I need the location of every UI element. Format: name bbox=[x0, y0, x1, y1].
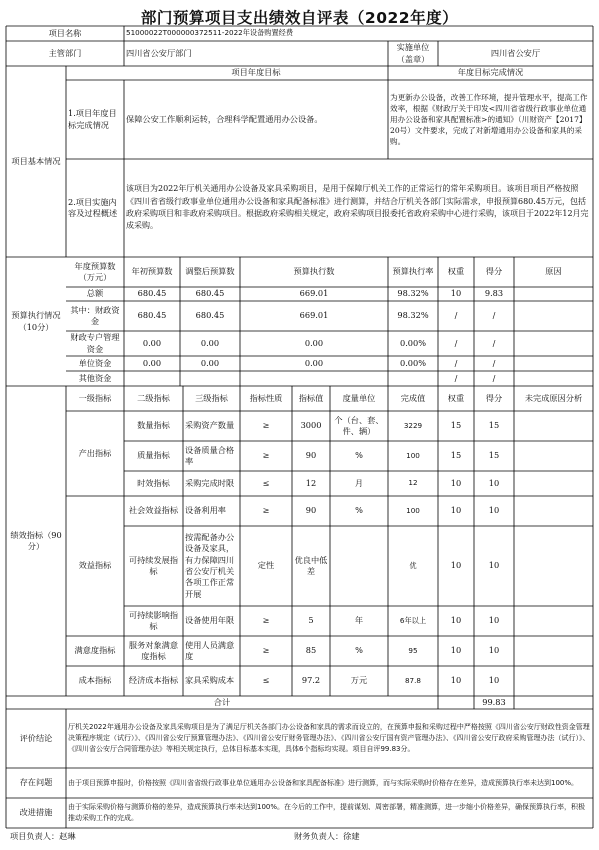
budget-row-label: 其他资金 bbox=[78, 372, 112, 383]
budget-header-executed: 预算执行数 bbox=[293, 266, 335, 277]
perf-unit: 万元 bbox=[350, 675, 368, 686]
perf-done: 95 bbox=[408, 645, 418, 655]
perf-l3: 采购资产数量 bbox=[185, 420, 235, 431]
budget-row-initial: 0.00 bbox=[142, 337, 162, 348]
l1-benefit: 效益指标 bbox=[78, 560, 112, 571]
process-label: 2.项目实施内容及过程概述 bbox=[68, 196, 118, 218]
budget-row-adjusted: 680.45 bbox=[195, 310, 225, 321]
perf-header-reason: 未完成原因分析 bbox=[524, 392, 583, 403]
issues-text: 由于项目预算申报时，价格按照《四川省省级行政事业单位通用办公设备和家具配备标准》进行测算，而与实际采购时价格存在差异，造成预算执行率未达到100%。 bbox=[68, 778, 579, 787]
dept: 四川省公安厅部门 bbox=[126, 47, 192, 58]
impl-unit-label: 实施单位（盖章） bbox=[396, 42, 430, 64]
budget-section-label: 预算执行情况（10分） bbox=[11, 310, 61, 332]
perf-header-value: 指标值 bbox=[298, 392, 324, 403]
budget-row-score: 9.83 bbox=[484, 288, 504, 299]
perf-op: ≤ bbox=[262, 477, 270, 488]
l2-economic-cost: 经济成本指标 bbox=[128, 675, 179, 686]
l2-social-benefit: 社会效益指标 bbox=[128, 505, 179, 516]
l2-quantity: 数量指标 bbox=[137, 420, 170, 431]
l2-sustainable-impact: 可持续影响指标 bbox=[128, 609, 179, 631]
perf-done: 12 bbox=[408, 478, 418, 488]
budget-row-initial bbox=[124, 371, 180, 386]
perf-unit bbox=[330, 526, 388, 606]
perf-header-l1: 一级指标 bbox=[78, 392, 112, 403]
perf-op: ≥ bbox=[262, 615, 270, 626]
perf-op: ≥ bbox=[262, 420, 270, 431]
perf-weight: 10 bbox=[450, 477, 462, 488]
impl-unit: 四川省公安厅 bbox=[490, 47, 541, 58]
perf-unit: 个（台、套、件、辆） bbox=[334, 414, 384, 436]
budget-row-score: / bbox=[492, 357, 496, 368]
perf-header-l3: 三级指标 bbox=[195, 392, 228, 403]
total-score: 99.83 bbox=[482, 696, 506, 707]
budget-header-initial: 年初预算数 bbox=[131, 266, 173, 277]
budget-row-executed: 0.00 bbox=[304, 357, 324, 368]
goal-label: 1.项目年度目标完成情况 bbox=[68, 108, 117, 130]
perf-op: ≥ bbox=[262, 505, 270, 516]
budget-row-initial: 680.45 bbox=[137, 310, 167, 321]
budget-row-rate: 0.00% bbox=[399, 337, 426, 348]
perf-weight: 15 bbox=[450, 420, 462, 431]
perf-done: 优 bbox=[409, 560, 417, 570]
perf-weight: 10 bbox=[450, 505, 462, 516]
goal-text: 保障公安工作顺利运转，合理科学配置通用办公设备。 bbox=[126, 113, 323, 124]
conclusion-text: 厅机关2022年通用办公设备及家具采购项目是为了满足厅机关各部门办公设备和家具的需求而设立的，在预算申报和采购过程中严格按照《四川省公安厅财政性资金管理决策程序规定（试行）》、《四川省公安厅预算管理办法》、《四川省公安厅财务管理办法》、《四川省公安厅国有资产管理办法》、《四川省公安厅政府采购管理办法（试行）》、《四川省公安厅合同管理办法》等相关规定执行，总体目标基本实现，具体6个指标均实现。项目自评99.83分。 bbox=[68, 723, 590, 753]
budget-row-weight: / bbox=[454, 357, 458, 368]
perf-done: 6年以上 bbox=[399, 615, 427, 625]
budget-row-reason bbox=[514, 356, 593, 371]
perf-op: 定性 bbox=[257, 560, 275, 571]
perf-header-weight: 权重 bbox=[447, 392, 465, 403]
measures-text: 由于实际采购价格与测算价格的差异，造成预算执行率未达到100%。在今后的工作中，提前谋划、周密部署，精准测算，进一步缩小价格差异，确保预算执行率，积极推动采购工作的完成。 bbox=[68, 803, 586, 822]
budget-header-score: 得分 bbox=[485, 266, 503, 277]
budget-header-reason: 原因 bbox=[545, 266, 562, 277]
perf-done: 100 bbox=[406, 505, 420, 515]
budget-row-rate: 98.32% bbox=[397, 288, 429, 299]
budget-row-rate: 98.32% bbox=[397, 310, 429, 321]
l2-quality: 质量指标 bbox=[137, 450, 170, 461]
basic-section-label: 项目基本情况 bbox=[11, 155, 61, 166]
budget-row-weight: / bbox=[454, 310, 458, 321]
budget-row-weight: / bbox=[454, 372, 458, 383]
done-text: 为更新办公设备，改善工作环境，提升管理水平，提高工作效率，根据《财政厅关于印发<四川省省级行政事业单位通用办公设备和家具配置标准>的通知》（川财资产【2017】20号）文件要求，完成了对新增通用办公设备和家具的采购。 bbox=[390, 93, 588, 146]
perf-weight: 10 bbox=[450, 645, 462, 656]
col-done: 年度目标完成情况 bbox=[457, 67, 524, 78]
budget-row-score: / bbox=[492, 372, 496, 383]
l1-output: 产出指标 bbox=[78, 447, 112, 458]
l1-cost: 成本指标 bbox=[78, 675, 112, 686]
perf-section-label: 绩效指标（90分） bbox=[10, 529, 62, 551]
process-text: 该项目为2022年厅机关通用办公设备及家具采购项目，是用于保障厅机关工作的正常运行的常年采购项目。该项目项目严格按照《四川省省级行政事业单位通用办公设备和家具配备标准》进行测算，并结合厅机关各部门实际需求，申报预算680.45万元，包括政府采购项目和非政府采购项目。根据政府采购相关规定，政府采购项目报委托省政府采购中心进行采购，该项目于2022年12月完成采购。 bbox=[126, 184, 589, 231]
budget-row-rate bbox=[388, 371, 438, 386]
perf-value: 12 bbox=[305, 477, 317, 488]
budget-row-score: / bbox=[492, 310, 496, 321]
budget-header-adjusted: 调整后预算数 bbox=[185, 266, 235, 277]
dept-label: 主管部门 bbox=[48, 47, 82, 58]
project-lead: 项目负责人：赵琳 bbox=[10, 831, 76, 842]
budget-row-adjusted: 0.00 bbox=[200, 357, 220, 368]
perf-value: 85 bbox=[305, 645, 317, 656]
perf-header-l2: 二级指标 bbox=[137, 392, 170, 403]
budget-row-adjusted: 680.45 bbox=[195, 288, 225, 299]
perf-score: 15 bbox=[488, 450, 500, 461]
perf-score: 10 bbox=[488, 645, 500, 656]
budget-header-year: 年度预算数（万元） bbox=[74, 260, 116, 282]
perf-header-unit: 度量单位 bbox=[342, 392, 376, 403]
perf-unit: % bbox=[355, 450, 363, 461]
perf-weight: 10 bbox=[450, 560, 462, 571]
issues-label: 存在问题 bbox=[19, 777, 53, 788]
total-label: 合计 bbox=[213, 696, 231, 707]
budget-row-reason bbox=[514, 287, 593, 301]
perf-score: 10 bbox=[488, 477, 500, 488]
budget-row-executed: 0.00 bbox=[304, 337, 324, 348]
perf-value: 5 bbox=[308, 615, 314, 626]
budget-row-initial: 680.45 bbox=[137, 288, 167, 299]
budget-row-reason bbox=[514, 331, 593, 356]
l1-satisfaction: 满意度指标 bbox=[74, 645, 116, 656]
budget-row-reason bbox=[514, 301, 593, 331]
perf-l3: 采购完成时限 bbox=[185, 477, 235, 488]
budget-row-label: 财政专户管理资金 bbox=[70, 332, 120, 354]
budget-header-rate: 预算执行率 bbox=[392, 266, 434, 277]
perf-op: ≤ bbox=[262, 675, 270, 686]
project-name: 51000022T000000372511-2022年设备购置经费 bbox=[126, 28, 294, 38]
budget-row-adjusted: 0.00 bbox=[200, 337, 220, 348]
perf-unit: % bbox=[355, 645, 363, 656]
budget-row-adjusted bbox=[180, 371, 240, 386]
l2-service-satisfaction: 服务对象满意度指标 bbox=[128, 639, 179, 661]
perf-l3: 按需配备办公设备及家具，有力保障四川省公安厅机关各项工作正常开展 bbox=[185, 531, 235, 599]
perf-l3: 设备质量合格率 bbox=[185, 444, 235, 466]
perf-header-score: 得分 bbox=[485, 392, 503, 403]
perf-score: 10 bbox=[488, 560, 500, 571]
perf-value: 3000 bbox=[300, 420, 322, 431]
budget-row-score: / bbox=[492, 337, 496, 348]
budget-row-rate: 0.00% bbox=[399, 357, 426, 368]
budget-row-executed bbox=[240, 371, 388, 386]
perf-weight: 10 bbox=[450, 615, 462, 626]
perf-unit: 月 bbox=[354, 477, 364, 488]
budget-row-label: 单位资金 bbox=[78, 357, 112, 368]
perf-header-nature: 指标性质 bbox=[249, 392, 283, 403]
budget-row-executed: 669.01 bbox=[299, 288, 329, 299]
perf-weight: 15 bbox=[450, 450, 462, 461]
budget-row-reason bbox=[514, 371, 593, 386]
perf-score: 10 bbox=[488, 505, 500, 516]
perf-unit: 年 bbox=[354, 615, 364, 626]
perf-score: 15 bbox=[488, 420, 500, 431]
perf-done: 100 bbox=[406, 450, 420, 460]
perf-l3: 使用人员满意度 bbox=[185, 639, 235, 661]
perf-score: 10 bbox=[488, 675, 500, 686]
perf-score: 10 bbox=[488, 615, 500, 626]
budget-row-initial: 0.00 bbox=[142, 357, 162, 368]
budget-row-weight: / bbox=[454, 337, 458, 348]
perf-l3: 设备使用年限 bbox=[185, 615, 235, 626]
perf-value: 优良中低差 bbox=[294, 554, 328, 576]
perf-unit: % bbox=[355, 505, 363, 516]
perf-l3: 家具采购成本 bbox=[185, 675, 235, 686]
conclusion-label: 评价结论 bbox=[19, 732, 53, 743]
perf-weight: 10 bbox=[450, 675, 462, 686]
perf-done: 3229 bbox=[403, 420, 423, 430]
budget-row-weight: 10 bbox=[450, 288, 462, 299]
budget-header-weight: 权重 bbox=[447, 266, 465, 277]
perf-header-done: 完成值 bbox=[400, 392, 426, 403]
perf-op: ≥ bbox=[262, 645, 270, 656]
perf-done: 87.8 bbox=[404, 675, 421, 685]
perf-value: 90 bbox=[305, 450, 317, 461]
page-title: 部门预算项目支出绩效自评表（2022年度） bbox=[140, 9, 459, 27]
perf-value: 90 bbox=[305, 505, 317, 516]
perf-value: 97.2 bbox=[301, 675, 321, 686]
perf-l3: 设备利用率 bbox=[185, 505, 226, 516]
l2-timeliness: 时效指标 bbox=[137, 477, 170, 488]
project-name-label: 项目名称 bbox=[48, 27, 82, 38]
measures-label: 改进措施 bbox=[19, 807, 53, 818]
budget-row-executed: 669.01 bbox=[299, 310, 329, 321]
budget-row-label: 其中：财政资金 bbox=[70, 304, 120, 326]
l2-sustainable-development: 可持续发展指标 bbox=[128, 554, 179, 576]
finance-lead: 财务负责人：徐建 bbox=[294, 831, 360, 842]
budget-row-label: 总额 bbox=[86, 288, 104, 299]
perf-op: ≥ bbox=[262, 450, 270, 461]
col-goal: 项目年度目标 bbox=[231, 67, 281, 78]
